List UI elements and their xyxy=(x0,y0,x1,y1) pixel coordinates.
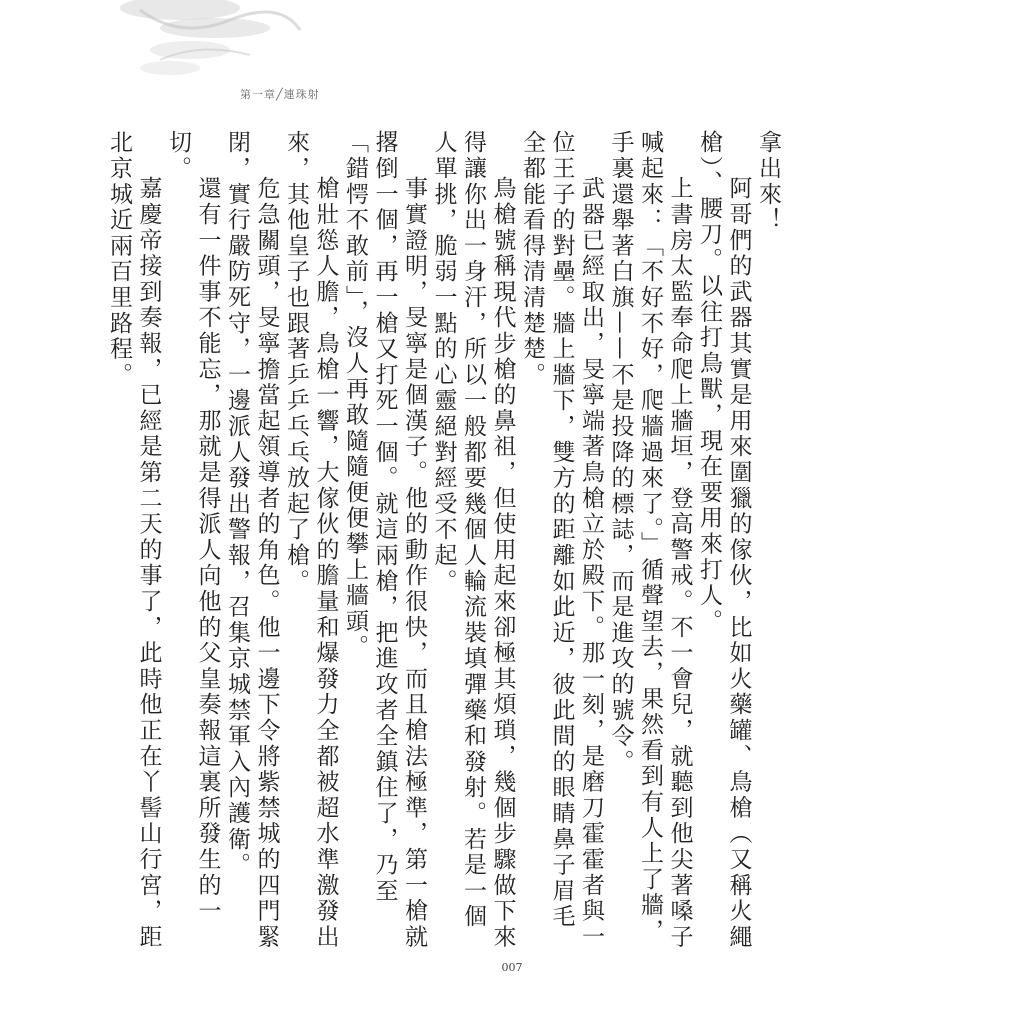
paragraph: 拿出來！ xyxy=(755,130,781,234)
ink-wash-ornament xyxy=(120,0,310,80)
paragraph: 武器已經取出，旻寧端著鳥槍立於殿下。那一刻，是磨刀霍霍者與一位王子的對壘。牆上牆下，雙方的距離如此近，彼此間的眼睛鼻子眉毛全都能看得清清楚楚。 xyxy=(519,130,604,950)
paragraph: 槍壯慫人膽，鳥槍一響，大傢伙的膽量和爆發力全都被超水準激發出來，其他皇子也跟著乒乒乓乓放起了槍。 xyxy=(283,130,339,950)
paragraph: 阿哥們的武器其實是用來圍獵的傢伙，比如火藥罐、鳥槍（又稱火繩槍）、腰刀。以往打鳥獸，現在要用來打人。 xyxy=(696,130,752,950)
paragraph: 嘉慶帝接到奏報，已經是第二天的事了，此時他正在丫髻山行宮，距北京城近兩百里路程。 xyxy=(106,130,162,950)
running-header: 第一章╱連珠射 xyxy=(240,88,320,101)
paragraph: 事實證明，旻寧是個漢子。他的動作很快，而且槍法極準，第一槍就撂倒一個，再一槍又打死一個。就這兩槍，把進攻者全鎮住了，乃至「錯愕不敢前」，沒人再敢隨隨便便攀上牆頭。 xyxy=(342,130,427,950)
paragraph: 上書房太監奉命爬上牆垣，登高警戒。不一會兒，就聽到他尖著嗓子喊起來：「不好不好，爬牆過來了。」循聲望去，果然看到有人上了牆，手裏還舉著白旗——不是投降的標誌，而是進攻的號令。 xyxy=(607,130,693,950)
page-number: 007 xyxy=(501,961,523,974)
paragraph: 鳥槍號稱現代步槍的鼻祖，但使用起來卻極其煩瑣，幾個步驟做下來得讓你出一身汗，所以一般都要幾個人輪流裝填彈藥和發射。若是一個人單挑，脆弱一點的心靈絕對經受不起。 xyxy=(430,130,516,950)
paragraph: 危急關頭，旻寧擔當起領導者的角色。他一邊下令將紫禁城的四門緊閉，實行嚴防死守，一邊派人發出警報，召集京城禁軍入內護衛。 xyxy=(224,130,280,950)
vertical-body-text xyxy=(106,130,782,950)
paragraph: 還有一件事不能忘，那就是得派人向他的父皇奏報這裏所發生的一切。 xyxy=(165,130,221,925)
